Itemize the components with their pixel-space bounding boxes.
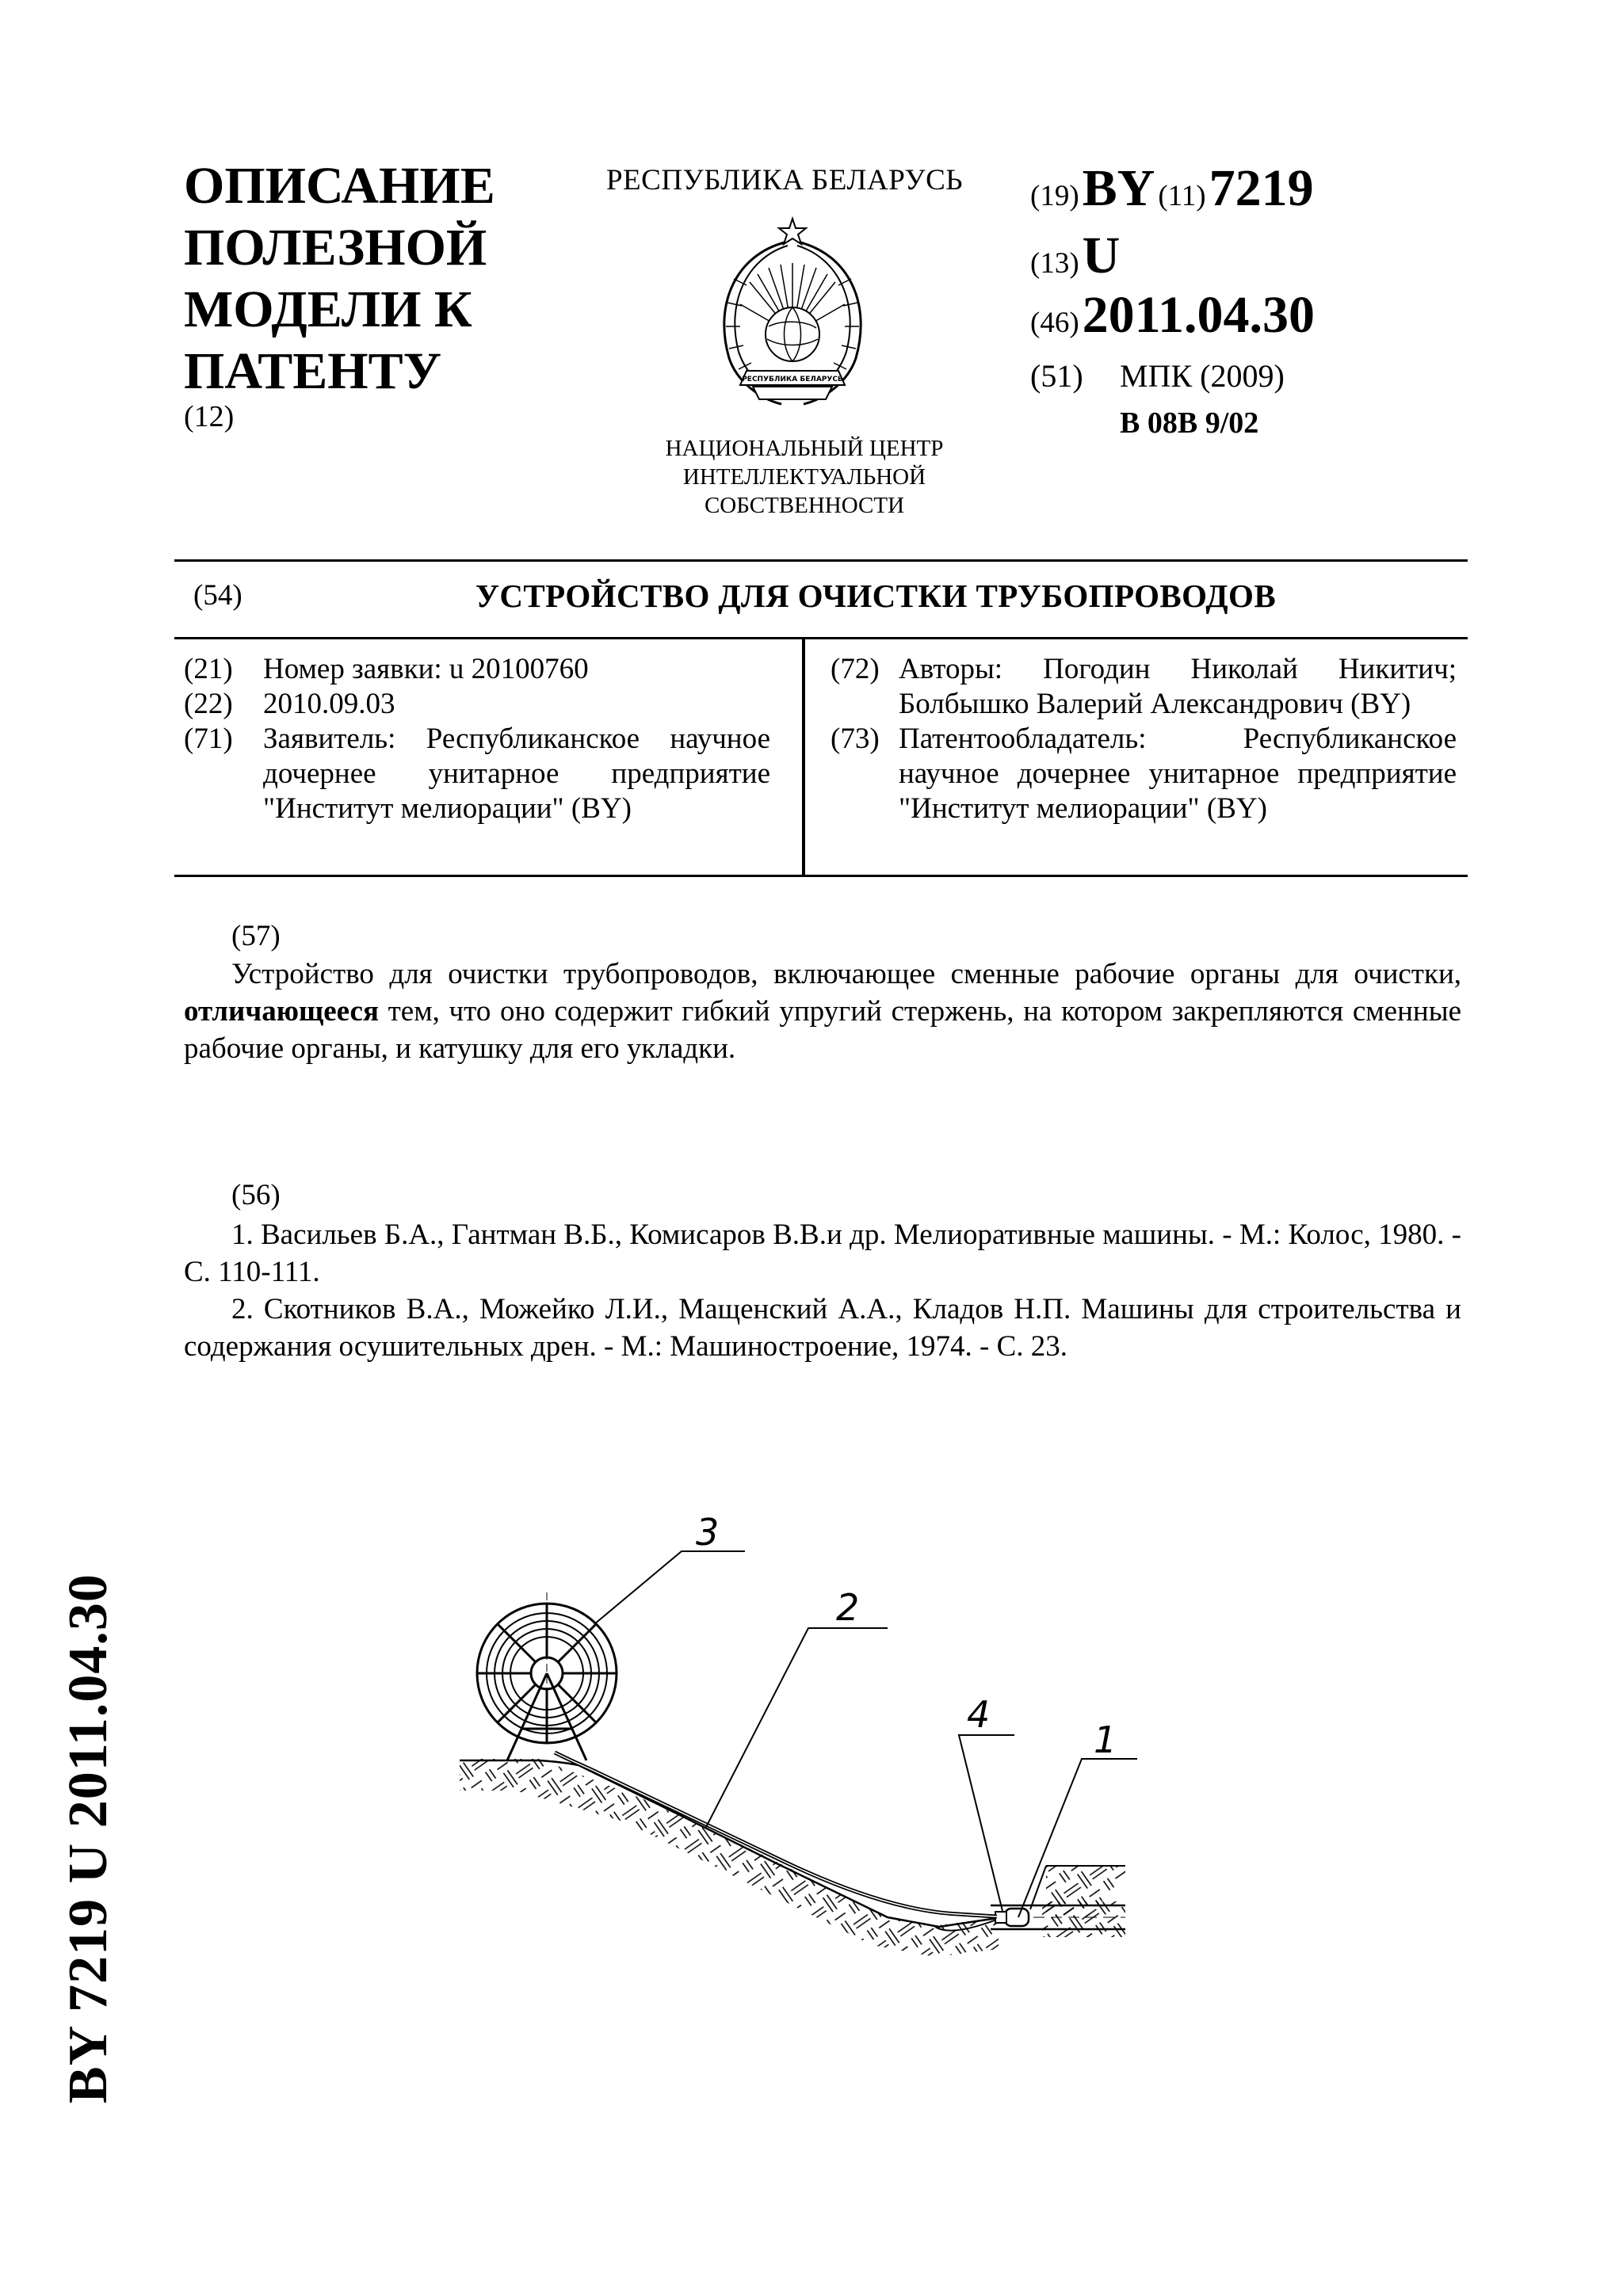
state-emblem [705, 215, 880, 421]
inid-code-57: (57) [231, 920, 281, 952]
filing-date-entry [184, 687, 770, 722]
inid-code-12: (12) [184, 400, 235, 433]
inid-code-56: (56) [231, 1179, 281, 1211]
emblem-ribbon-text: РЕСПУБЛИКА БЕЛАРУСЬ [742, 376, 843, 383]
inid-code-46: (46) [1030, 307, 1079, 339]
references-list [184, 1216, 1461, 1365]
patent-owner: Патентообладатель: Республиканское научное дочернее унитарное предприятие "Институт мелиорации" (BY) [899, 723, 1457, 825]
divider-top [174, 559, 1468, 562]
publication-date: 2011.04.30 [1082, 286, 1316, 344]
filing-date: 2010.09.03 [263, 688, 395, 720]
ipc-class: B 08B 9/02 [1120, 406, 1259, 440]
abstract-part-1: Устройство для очистки трубопроводов, включающее сменные рабочие органы для очистки, [231, 958, 1461, 990]
figure-label-4: 4 [967, 1693, 991, 1736]
application-number-entry [184, 652, 770, 687]
inid-code-19: (19) [1030, 180, 1079, 212]
inid-code-11: (11) [1158, 180, 1206, 212]
country-code: BY [1082, 159, 1155, 217]
inid-code-22: (22) [184, 688, 233, 720]
figure-label-2: 2 [836, 1586, 860, 1629]
inid-code-21: (21) [184, 653, 233, 685]
reference-item: 2. Скотников В.А., Можейко Л.И., Мащенский А.А., Кладов Н.П. Машины для строительства и содержания осушительных дрен. - М.: Машиностроение, 1974. - С. 23. [184, 1293, 1461, 1363]
abstract-emphasis: отличающееся [184, 995, 379, 1028]
country-and-number [1030, 158, 1314, 232]
reference-item: 1. Васильев Б.А., Гантман В.Б., Комисаров В.В.и др. Мелиоративные машины. - М.: Колос, 1980. - С. 110-111. [184, 1219, 1461, 1288]
figure-pipeline-cleaning-device [444, 1505, 1205, 1997]
publication-date-row [1030, 285, 1315, 359]
applicant: Заявитель: Республиканское научное дочернее унитарное предприятие "Институт мелиорации" (BY) [263, 723, 770, 825]
inid-code-54: (54) [193, 579, 242, 612]
leader-4 [959, 1735, 1014, 1911]
figure-label-1: 1 [1094, 1718, 1117, 1761]
divider-biblio [174, 875, 1468, 877]
soil-hatching [460, 1759, 999, 1957]
country-name: РЕСПУБЛИКА БЕЛАРУСЬ [605, 164, 963, 196]
ipc-row [1030, 358, 1285, 395]
side-document-id: BY 7219 U 2011.04.30 [58, 1573, 119, 2103]
biblio-left-column [184, 652, 770, 826]
cable-reel [477, 1592, 617, 1760]
document-type-title: ОПИСАНИЕ ПОЛЕЗНОЙ МОДЕЛИ К ПАТЕНТУ [184, 157, 495, 400]
inid-code-51: (51) [1030, 358, 1083, 394]
application-number: Номер заявки: u 20100760 [263, 653, 589, 685]
inid-code-72: (72) [831, 653, 880, 685]
abstract-text [184, 955, 1461, 1067]
authors: Авторы: Погодин Николай Никитич; Болбышко Валерий Александрович (BY) [899, 653, 1457, 720]
ipc-edition: МПК (2009) [1120, 358, 1285, 394]
biblio-column-divider [802, 639, 805, 876]
inid-code-73: (73) [831, 723, 880, 755]
patent-number: 7219 [1209, 159, 1314, 217]
applicant-entry [184, 722, 770, 826]
abstract-part-2: тем, что оно содержит гибкий упругий стержень, на котором закрепляются сменные рабочие органы, и катушку для его укладки. [184, 995, 1461, 1065]
leader-3 [594, 1551, 745, 1624]
authors-entry [831, 652, 1457, 722]
owner-entry [831, 722, 1457, 826]
cleaning-head [995, 1909, 1029, 1926]
inid-code-13: (13) [1030, 247, 1079, 280]
leader-2 [705, 1628, 888, 1829]
invention-title: УСТРОЙСТВО ДЛЯ ОЧИСТКИ ТРУБОПРОВОДОВ [475, 578, 1277, 614]
divider-title [174, 637, 1468, 639]
patent-office-name: НАЦИОНАЛЬНЫЙ ЦЕНТР ИНТЕЛЛЕКТУАЛЬНОЙ СОБСТВЕННОСТИ [665, 436, 944, 518]
figure-label-3: 3 [696, 1511, 720, 1554]
inid-code-71: (71) [184, 723, 233, 755]
document-kind: U [1082, 227, 1121, 284]
biblio-right-column [831, 652, 1457, 826]
